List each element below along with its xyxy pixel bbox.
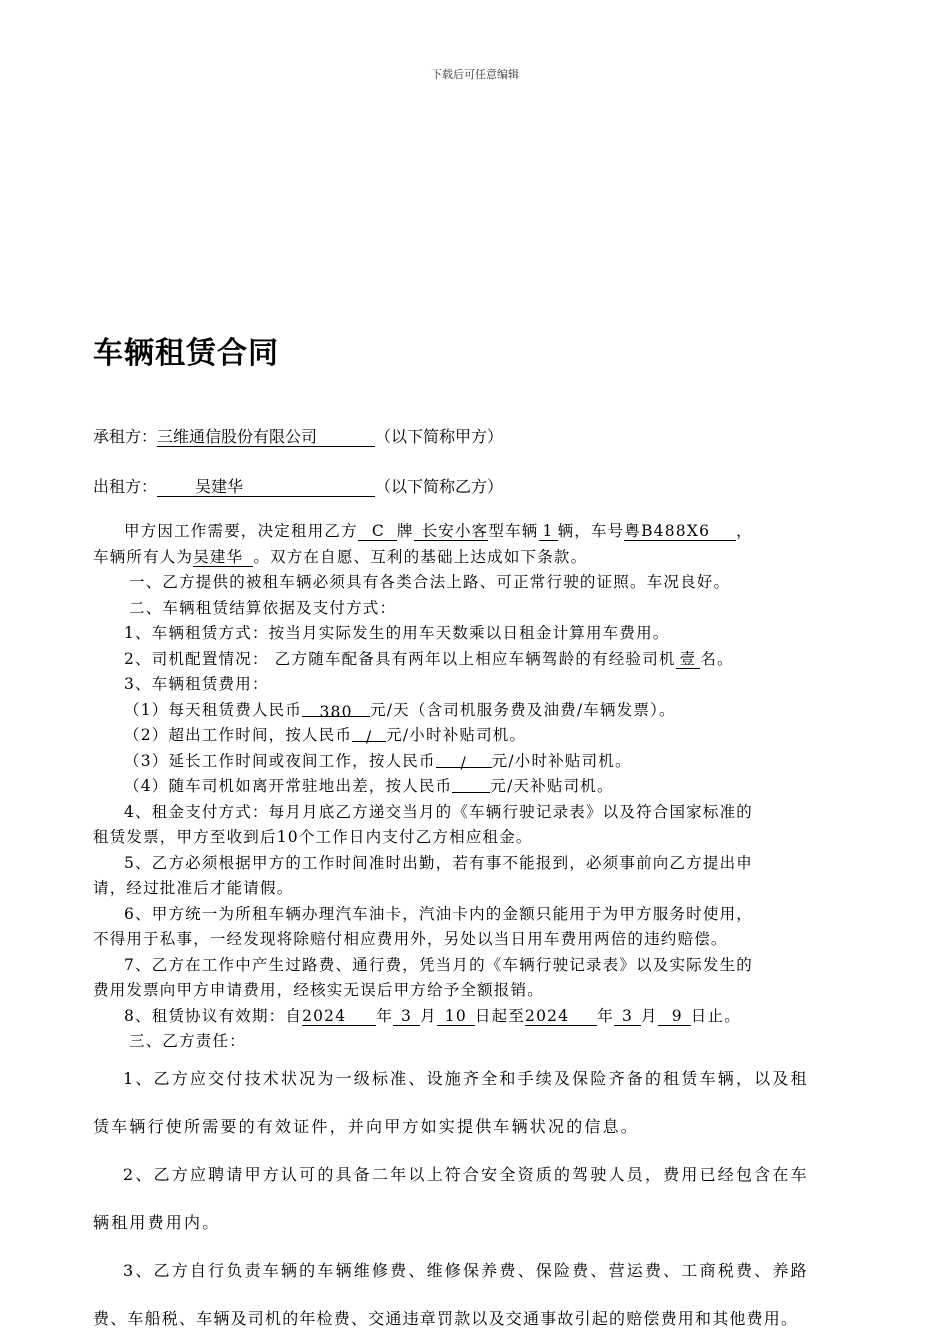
night-fee: /	[436, 751, 492, 768]
item-8-text: 日起至	[474, 1006, 526, 1025]
fee-text: 元/天（含司机服务费及油费/车辆发票）。	[370, 700, 676, 719]
start-day: 10	[437, 1007, 475, 1026]
item-5-line-2: 请，经过批准后才能请假。	[93, 879, 294, 897]
item-8-text: 年	[376, 1006, 394, 1025]
fee-text: （2）超出工作时间，按人民币	[124, 726, 353, 744]
item-6-line-2: 不得用于私事，一经发现将除赔付相应费用外，另处以当日用车费用两倍的违约赔偿。	[93, 930, 728, 948]
item-8-text: 年	[597, 1006, 614, 1025]
resp-3-line-2: 费、车船税、车辆及司机的年检费、交通违章罚款以及交通事故引起的赔偿费用和其他费用。	[93, 1308, 799, 1328]
travel-fee	[452, 776, 490, 793]
lessee-suffix: （以下简称甲方）	[375, 427, 504, 446]
start-month: 3	[393, 1007, 420, 1026]
lessee-name: 三维通信股份有限公司	[157, 428, 375, 447]
end-month: 3	[614, 1007, 641, 1026]
lessee-line	[93, 424, 503, 447]
lessor-label: 出租方：	[93, 477, 158, 496]
intro-text: 甲方因工作需要，决定租用乙方	[124, 522, 358, 540]
section-2-heading: 二、车辆租赁结算依据及支付方式：	[129, 598, 397, 617]
daily-fee: 380	[302, 700, 370, 717]
item-7-line-1: 7、乙方在工作中产生过路费、通行费，凭当月的《车辆行驶记录表》以及实际发生的	[124, 955, 753, 974]
item-8	[93, 1004, 857, 1030]
lessor-name: 吴建华	[195, 477, 244, 496]
vehicle-model: 长安小客	[414, 522, 489, 541]
fee-2	[93, 723, 857, 749]
item-8-text: 月	[641, 1006, 658, 1025]
overtime-fee: /	[352, 725, 386, 742]
item-8-text: 8、租赁协议有效期：自	[124, 1006, 303, 1025]
item-8-text: 日止。	[690, 1006, 741, 1025]
fee-text: （3）延长工作时间或夜间工作，按人民币	[124, 751, 436, 770]
item-2-text: 名。	[700, 649, 734, 668]
item-5-line-1: 5、乙方必须根据甲方的工作时间准时出勤，若有事不能报到，必须事前向乙方提出申	[124, 853, 753, 872]
brand-letter: C	[358, 522, 397, 541]
resp-2-line-1: 2、乙方应聘请甲方认可的具备二年以上符合安全资质的驾驶人员，费用已经包含在车	[123, 1164, 809, 1184]
intro-text: 。双方在自愿、互利的基础上达成如下条款。	[253, 547, 588, 566]
item-4-line-2: 租赁发票，甲方至收到后10个工作日内支付乙方相应租金。	[93, 828, 533, 846]
end-day: 9	[658, 1007, 691, 1026]
fee-text: （1）每天租赁费人民币	[124, 700, 303, 719]
lessor-suffix: （以下简称乙方）	[375, 477, 504, 496]
item-2-text: 2、司机配置情况： 乙方随车配备具有两年以上相应车辆驾龄的有经验司机	[124, 649, 676, 668]
resp-3-line-1: 3、乙方自行负责车辆的车辆维修费、维修保养费、保险费、营运费、工商税费、养路	[123, 1260, 809, 1280]
fee-3	[93, 749, 857, 775]
item-2	[93, 647, 857, 673]
item-6-line-1: 6、甲方统一为所租车辆办理汽车油卡，汽油卡内的金额只能用于为甲方服务时使用，	[124, 904, 753, 923]
item-1: 1、车辆租赁方式：按当月实际发生的用车天数乘以日租金计算用车费用。	[124, 624, 670, 642]
lessor-name-wrap	[157, 478, 375, 497]
intro-text: 车辆所有人为	[93, 547, 194, 566]
lessor-line	[93, 474, 503, 497]
fee-text: 元/天补贴司机。	[490, 777, 614, 795]
fee-1	[93, 698, 857, 724]
header-note: 下载后可任意编辑	[431, 68, 519, 81]
driver-count: 壹	[676, 650, 701, 669]
item-8-text: 月	[420, 1006, 437, 1025]
lessee-label: 承租方：	[93, 427, 158, 446]
fee-text: 元/小时补贴司机。	[491, 751, 632, 770]
start-year: 2024	[302, 1007, 376, 1026]
intro-line-2	[93, 545, 857, 571]
resp-2-line-2: 辆租用费用内。	[93, 1212, 221, 1232]
item-3-heading: 3、车辆租赁费用：	[124, 675, 269, 693]
intro-text: 牌	[396, 522, 414, 540]
section-1: 一、乙方提供的被租车辆必须具有各类合法上路、可正常行驶的证照。车况良好。	[129, 573, 731, 591]
item-4-line-1: 4、租金支付方式：每月月底乙方递交当月的《车辆行驶记录表》以及符合国家标准的	[124, 802, 753, 821]
vehicle-owner: 吴建华	[193, 548, 253, 567]
intro-text: 辆，车号	[557, 522, 625, 540]
section-3-heading: 三、乙方责任：	[129, 1032, 246, 1050]
vehicle-count: 1	[539, 522, 558, 541]
fee-text: （4）随车司机如离开常驻地出差，按人民币	[124, 777, 453, 795]
document-title: 车辆租赁合同	[93, 336, 279, 371]
intro-text: 型车辆	[488, 522, 539, 540]
fee-4	[93, 774, 857, 800]
intro-text: ，	[736, 522, 753, 540]
resp-1-line-2: 赁车辆行使所需要的有效证件，并向甲方如实提供车辆状况的信息。	[93, 1116, 640, 1136]
end-year: 2024	[525, 1007, 597, 1026]
intro-line-1	[93, 519, 857, 545]
item-7-line-2: 费用发票向甲方申请费用，经核实无误后甲方给予全额报销。	[93, 981, 544, 999]
fee-text: 元/小时补贴司机。	[386, 726, 527, 744]
contract-body	[93, 519, 857, 1343]
resp-1-line-1: 1、乙方应交付技术状况为一级标准、设施齐全和手续及保险齐备的租赁车辆，以及租	[123, 1068, 809, 1088]
plate-number: 粤B488X6	[624, 522, 736, 541]
